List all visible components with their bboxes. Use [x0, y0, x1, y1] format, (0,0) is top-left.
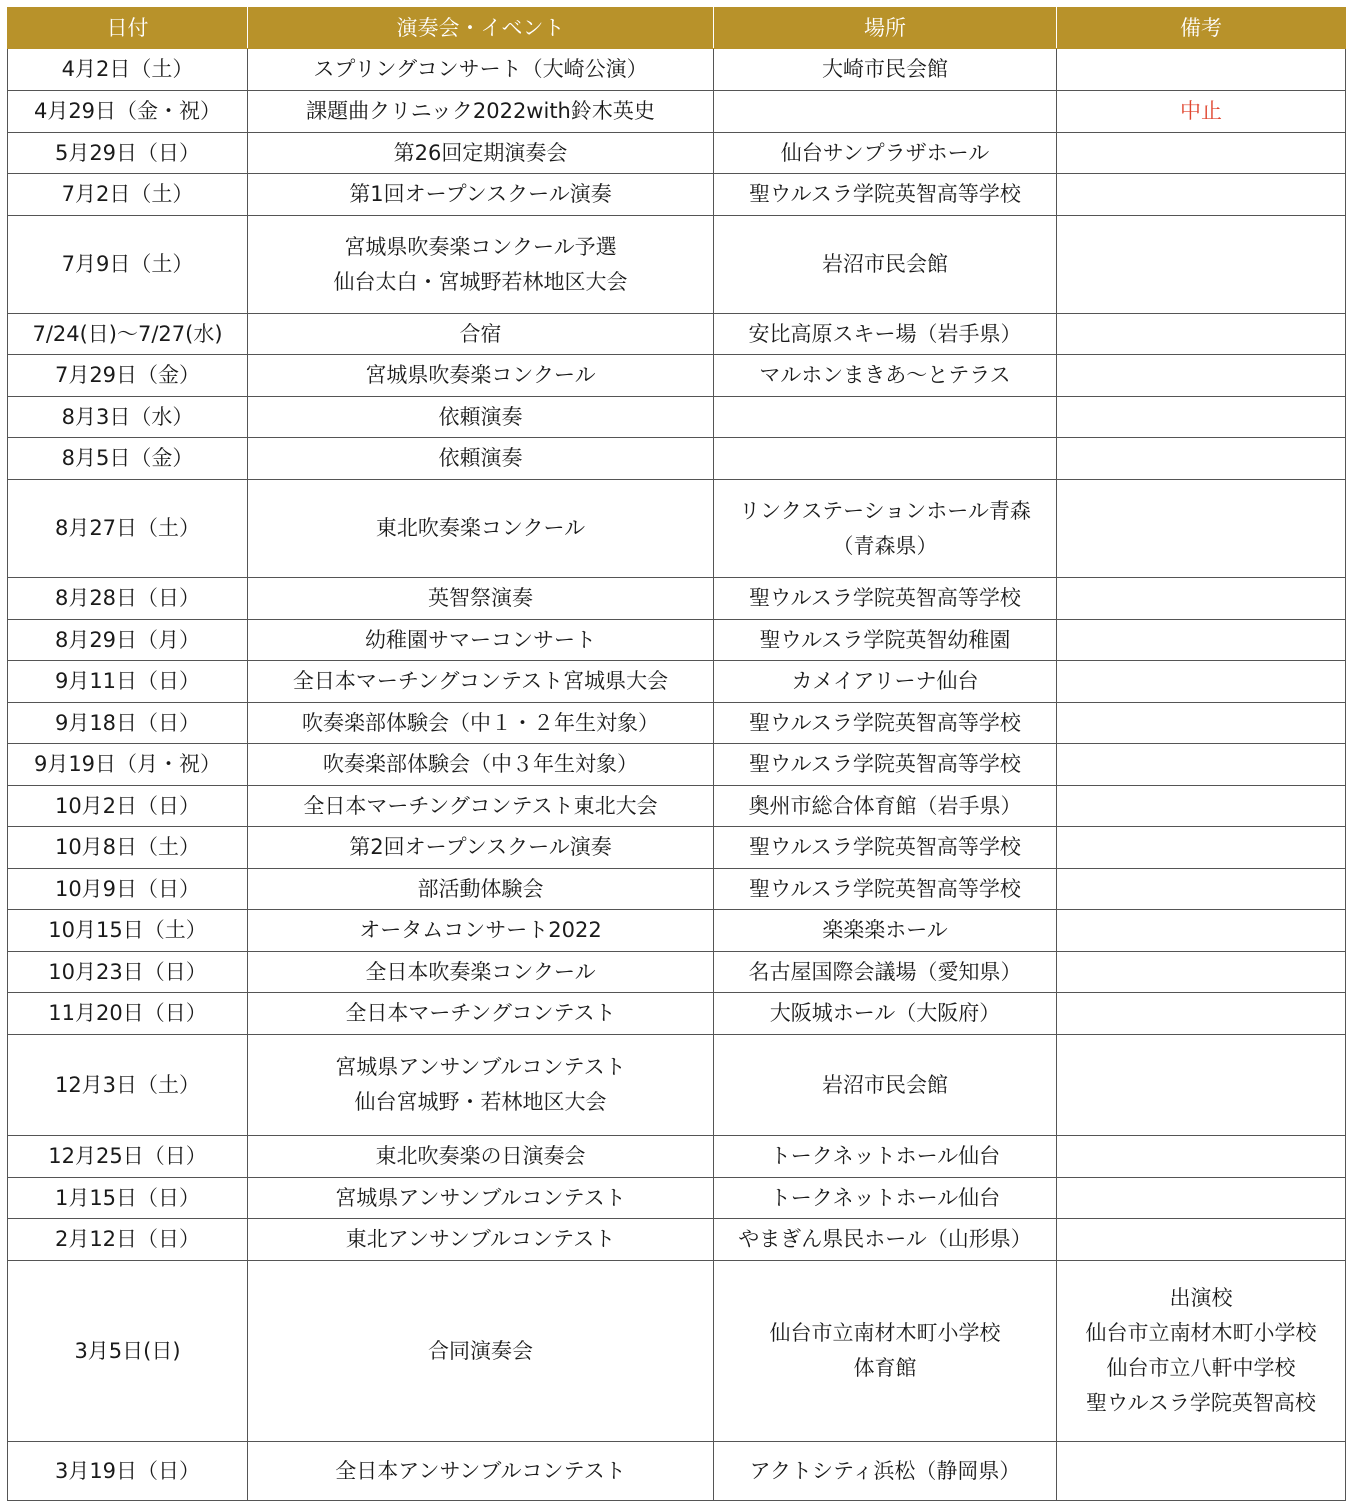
cell-event-line: 依頼演奏	[438, 404, 523, 429]
cell-note	[1057, 174, 1346, 216]
cell-event-line: 宮城県吹奏楽コンクール	[365, 363, 596, 387]
cell-date: 9月11日（日）	[8, 661, 248, 703]
cell-event	[248, 869, 714, 910]
cell-event-line: 幼稚園サマーコンサート	[365, 627, 596, 652]
table-row	[8, 355, 1346, 397]
cell-date: 3月5日(日)	[8, 1261, 248, 1442]
cell-event-line: 合宿	[459, 321, 502, 346]
cell-event-line: 東北アンサンブルコンテスト	[345, 1227, 616, 1251]
table-row	[8, 91, 1346, 133]
cell-place	[714, 174, 1057, 216]
cell-place	[714, 355, 1057, 397]
cell-event-line: 宮城県アンサンブルコンテスト	[335, 1185, 626, 1210]
cell-event	[248, 1442, 714, 1501]
schedule-table	[7, 7, 1346, 1501]
cell-place-line: アクトシティ浜松（静岡県）	[749, 1458, 1021, 1483]
cell-note	[1057, 1442, 1346, 1501]
cell-note	[1057, 1178, 1346, 1219]
cell-event	[248, 1219, 714, 1261]
cell-note	[1057, 438, 1346, 480]
cell-event-line: 仙台宮城野・若林地区大会	[354, 1090, 607, 1114]
cell-note	[1057, 314, 1346, 355]
table-row	[8, 578, 1346, 620]
cell-place-line: 安比高原スキー場（岩手県）	[748, 321, 1022, 346]
table-row	[8, 620, 1346, 661]
cell-place-line: 体育館	[853, 1356, 917, 1380]
cell-date: 8月29日（月）	[8, 620, 248, 661]
table-row	[8, 438, 1346, 480]
cell-event-line: 全日本マーチングコンテスト	[345, 1001, 616, 1025]
cell-event-line: 吹奏楽部体験会（中１・２年生対象）	[302, 710, 659, 735]
cell-note-line: 中止	[1180, 99, 1222, 123]
table-row	[8, 1219, 1346, 1261]
cell-date: 10月9日（日）	[8, 869, 248, 910]
table-row	[8, 1442, 1346, 1501]
cell-place	[714, 1261, 1057, 1442]
cell-place-line: 仙台サンプラザホール	[780, 140, 990, 165]
cell-place	[714, 1136, 1057, 1178]
cell-event	[248, 355, 714, 397]
cell-note	[1057, 869, 1346, 910]
cell-place-line: 楽楽楽ホール	[822, 918, 948, 942]
cell-event-line: 全日本マーチングコンテスト東北大会	[303, 793, 658, 818]
cell-note	[1057, 1261, 1346, 1442]
cell-place-line: 岩沼市民会館	[822, 1072, 948, 1097]
cell-note	[1057, 827, 1346, 869]
cell-place-line: 聖ウルスラ学院英智高等学校	[749, 752, 1021, 776]
cell-place	[714, 91, 1057, 133]
cell-event	[248, 133, 714, 174]
cell-event	[248, 438, 714, 480]
cell-place	[714, 216, 1057, 314]
cell-place	[714, 910, 1057, 952]
cell-note	[1057, 703, 1346, 744]
cell-event	[248, 314, 714, 355]
cell-place-line: 聖ウルスラ学院英智高等学校	[749, 710, 1021, 735]
cell-date: 7月2日（土）	[8, 174, 248, 216]
header-place: 場所	[714, 8, 1057, 49]
cell-place	[714, 133, 1057, 174]
cell-date: 8月27日（土）	[8, 480, 248, 578]
cell-date: 4月29日（金・祝）	[8, 91, 248, 133]
header-date: 日付	[8, 8, 248, 49]
cell-event	[248, 661, 714, 703]
cell-place	[714, 827, 1057, 869]
cell-place	[714, 703, 1057, 744]
cell-event	[248, 1261, 714, 1442]
cell-place-line: 名古屋国際会議場（愛知県）	[748, 959, 1022, 984]
cell-note	[1057, 786, 1346, 827]
cell-event-line: 宮城県吹奏楽コンクール予選	[344, 234, 617, 259]
cell-place	[714, 49, 1057, 91]
cell-place	[714, 480, 1057, 578]
table-row	[8, 910, 1346, 952]
cell-place-line: 聖ウルスラ学院英智高等学校	[749, 182, 1021, 206]
cell-place-line: カメイアリーナ仙台	[791, 669, 979, 693]
cell-note	[1057, 355, 1346, 397]
table-row	[8, 1136, 1346, 1178]
cell-place	[714, 993, 1057, 1035]
table-row	[8, 1035, 1346, 1136]
cell-date: 8月3日（水）	[8, 397, 248, 438]
table-row	[8, 174, 1346, 216]
cell-note	[1057, 49, 1346, 91]
table-row	[8, 480, 1346, 578]
cell-event-line: 東北吹奏楽コンクール	[375, 516, 586, 540]
cell-event	[248, 703, 714, 744]
cell-note	[1057, 620, 1346, 661]
cell-event	[248, 49, 714, 91]
cell-date: 10月2日（日）	[8, 786, 248, 827]
cell-place-line: トークネットホール仙台	[769, 1144, 1001, 1168]
cell-note	[1057, 1136, 1346, 1178]
cell-event	[248, 91, 714, 133]
cell-event-line: 部活動体験会	[417, 876, 544, 901]
cell-place	[714, 1035, 1057, 1136]
cell-event	[248, 786, 714, 827]
cell-note	[1057, 661, 1346, 703]
cell-place	[714, 1442, 1057, 1501]
cell-event-line: スプリングコンサート（大崎公演）	[313, 57, 648, 81]
cell-event-line: 英智祭演奏	[428, 586, 533, 610]
cell-event	[248, 480, 714, 578]
cell-note-line: 出演校	[1169, 1286, 1233, 1310]
cell-event	[248, 744, 714, 786]
table-row	[8, 827, 1346, 869]
table-row	[8, 133, 1346, 174]
cell-event	[248, 910, 714, 952]
table-row	[8, 869, 1346, 910]
cell-note-line: 仙台市立八軒中学校	[1106, 1356, 1296, 1380]
table-row	[8, 952, 1346, 993]
cell-place-line: 奥州市総合体育館（岩手県）	[748, 793, 1022, 818]
cell-place	[714, 661, 1057, 703]
table-row	[8, 661, 1346, 703]
cell-event-line: 合同演奏会	[428, 1338, 533, 1363]
cell-event-line: 全日本マーチングコンテスト宮城県大会	[292, 669, 669, 693]
cell-date: 9月19日（月・祝）	[8, 744, 248, 786]
cell-event	[248, 216, 714, 314]
cell-place-line: 大阪城ホール（大阪府）	[769, 1001, 1001, 1025]
cell-event	[248, 1136, 714, 1178]
table-row	[8, 993, 1346, 1035]
cell-date: 12月25日（日）	[8, 1136, 248, 1178]
cell-place-line: やまぎん県民ホール（山形県）	[738, 1227, 1032, 1251]
cell-place	[714, 1219, 1057, 1261]
table-body	[8, 49, 1346, 1501]
table-row	[8, 786, 1346, 827]
cell-event-line: 東北吹奏楽の日演奏会	[375, 1144, 586, 1168]
table-row	[8, 1178, 1346, 1219]
table-row	[8, 744, 1346, 786]
cell-date: 1月15日（日）	[8, 1178, 248, 1219]
cell-place-line: 仙台市立南材木町小学校	[769, 1321, 1001, 1345]
cell-event-line: 依頼演奏	[438, 446, 523, 470]
cell-date: 11月20日（日）	[8, 993, 248, 1035]
cell-event-line: 吹奏楽部体験会（中３年生対象）	[323, 752, 638, 776]
cell-date: 10月8日（土）	[8, 827, 248, 869]
cell-note	[1057, 1219, 1346, 1261]
cell-event-line: 全日本吹奏楽コンクール	[365, 959, 596, 984]
cell-event-line: 全日本アンサンブルコンテスト	[335, 1458, 626, 1483]
cell-place	[714, 744, 1057, 786]
cell-place-line: 聖ウルスラ学院英智高等学校	[749, 876, 1021, 901]
cell-date: 9月18日（日）	[8, 703, 248, 744]
table-row	[8, 1261, 1346, 1442]
cell-place-line: 大崎市民会館	[822, 57, 948, 81]
cell-place	[714, 314, 1057, 355]
cell-event-line: オータムコンサート2022	[359, 918, 602, 942]
cell-note	[1057, 744, 1346, 786]
cell-event	[248, 1035, 714, 1136]
cell-event-line: 第26回定期演奏会	[393, 140, 568, 165]
cell-event	[248, 827, 714, 869]
cell-note	[1057, 910, 1346, 952]
cell-note	[1057, 216, 1346, 314]
cell-event	[248, 1178, 714, 1219]
table-row	[8, 314, 1346, 355]
cell-place	[714, 869, 1057, 910]
cell-note	[1057, 578, 1346, 620]
cell-place	[714, 952, 1057, 993]
cell-place	[714, 397, 1057, 438]
cell-date: 10月23日（日）	[8, 952, 248, 993]
cell-date: 10月15日（土）	[8, 910, 248, 952]
cell-event	[248, 952, 714, 993]
cell-event-line: 宮城県アンサンブルコンテスト	[335, 1055, 626, 1079]
table-row	[8, 49, 1346, 91]
cell-place	[714, 1178, 1057, 1219]
cell-place	[714, 578, 1057, 620]
cell-place-line: （青森県）	[832, 533, 938, 558]
cell-date: 2月12日（日）	[8, 1219, 248, 1261]
cell-event	[248, 993, 714, 1035]
cell-place-line: 聖ウルスラ学院英智高等学校	[749, 835, 1021, 859]
cell-place	[714, 620, 1057, 661]
cell-date: 7月29日（金）	[8, 355, 248, 397]
cell-date: 7月9日（土）	[8, 216, 248, 314]
cell-place-line: 聖ウルスラ学院英智高等学校	[749, 586, 1021, 610]
cell-date: 5月29日（日）	[8, 133, 248, 174]
cell-date: 8月28日（日）	[8, 578, 248, 620]
cell-note	[1057, 91, 1346, 133]
cell-date: 8月5日（金）	[8, 438, 248, 480]
cell-event-line: 第2回オープンスクール演奏	[349, 835, 612, 859]
cell-event	[248, 174, 714, 216]
cell-date: 12月3日（土）	[8, 1035, 248, 1136]
table-row	[8, 703, 1346, 744]
header-event: 演奏会・イベント	[248, 8, 714, 49]
cell-event	[248, 397, 714, 438]
table-header-row	[8, 8, 1346, 49]
cell-event-line: 第1回オープンスクール演奏	[349, 182, 612, 206]
cell-event-line: 仙台太白・宮城野若林地区大会	[333, 269, 628, 294]
cell-place-line: リンクステーションホール青森	[739, 498, 1031, 523]
cell-note	[1057, 952, 1346, 993]
cell-note	[1057, 993, 1346, 1035]
cell-event-line: 課題曲クリニック2022with鈴木英史	[306, 99, 655, 123]
cell-date: 7/24(日)〜7/27(水)	[8, 314, 248, 355]
cell-note	[1057, 480, 1346, 578]
cell-event	[248, 578, 714, 620]
cell-note	[1057, 397, 1346, 438]
cell-place	[714, 786, 1057, 827]
table-row	[8, 216, 1346, 314]
cell-event	[248, 620, 714, 661]
cell-note-line: 仙台市立南材木町小学校	[1085, 1321, 1317, 1345]
cell-place-line: マルホンまきあ〜とテラス	[759, 363, 1011, 387]
cell-place	[714, 438, 1057, 480]
cell-note	[1057, 1035, 1346, 1136]
cell-date: 4月2日（土）	[8, 49, 248, 91]
table-row	[8, 397, 1346, 438]
cell-place-line: 岩沼市民会館	[822, 252, 948, 276]
cell-place-line: 聖ウルスラ学院英智幼稚園	[759, 627, 1011, 652]
header-note: 備考	[1057, 8, 1346, 49]
cell-note-line: 聖ウルスラ学院英智高校	[1086, 1391, 1316, 1415]
cell-note	[1057, 133, 1346, 174]
cell-place-line: トークネットホール仙台	[769, 1185, 1001, 1210]
cell-date: 3月19日（日）	[8, 1442, 248, 1501]
